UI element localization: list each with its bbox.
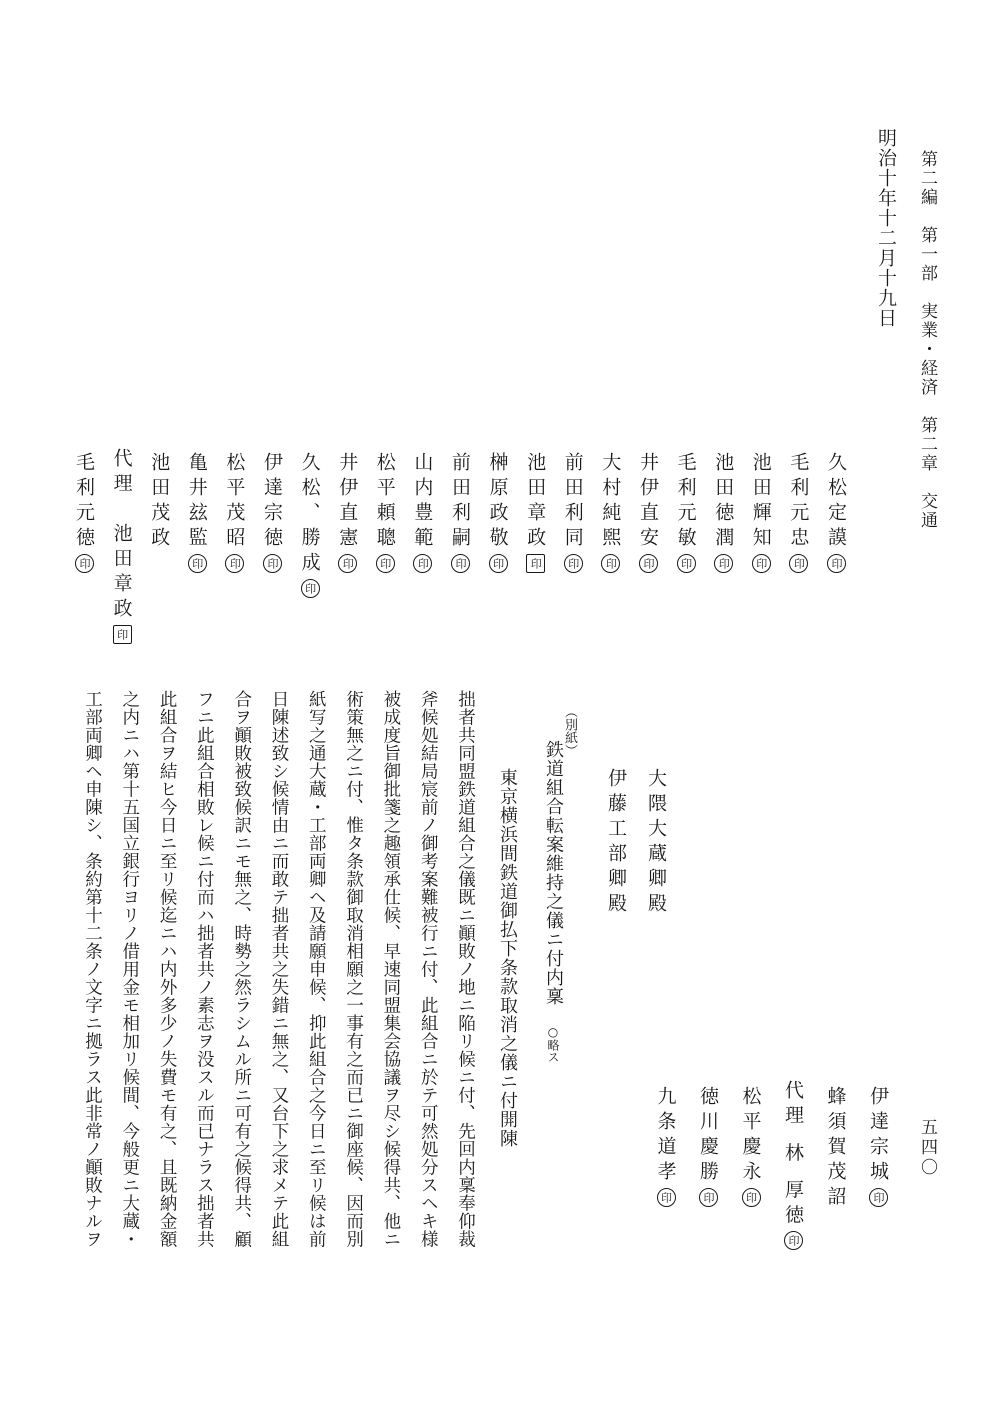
- signatory-name: 徳川慶勝: [697, 1086, 719, 1186]
- body-line: フニ此組合相敗レ候ニ付而ハ拙者共ノ素志ヲ没スル而已ナラス拙者共: [194, 690, 215, 1248]
- signatory-name: 九条道孝: [654, 1086, 677, 1186]
- seal-stamp: 印: [413, 554, 432, 573]
- signatory: [826, 1086, 845, 1211]
- page-number: 五四〇: [917, 1118, 937, 1178]
- signatory: [375, 452, 395, 573]
- signatory: [112, 448, 132, 644]
- seal-stamp: 印: [451, 554, 470, 573]
- signatory: [638, 452, 658, 573]
- seal-stamp: 印: [75, 554, 94, 573]
- signatory-name: 伊達宗城: [867, 1086, 889, 1186]
- addressee-okuma: 大隈大蔵卿殿: [645, 768, 667, 918]
- running-head: 第二編 第一部 実業・経済 第二章 交通: [917, 150, 937, 530]
- signatory: [741, 1086, 761, 1207]
- signatory: [713, 452, 733, 573]
- signatory-name: 久松、勝成: [298, 452, 321, 577]
- seal-stamp: 印: [657, 1188, 676, 1207]
- seal-stamp: 印: [789, 554, 808, 573]
- section-subtitle: 東京横浜間鉄道御払下条款取消之儀ニ付開陳: [497, 768, 518, 1148]
- signatory-name: 代理 林 厚徳: [782, 1080, 804, 1230]
- seal-stamp: 印: [742, 1188, 761, 1207]
- signatory-name: 前田利同: [561, 452, 584, 552]
- body-line: 被成度旨御批箋之趣領承仕候、早速同盟集会協議ヲ尽シ候得共、他ニ: [380, 690, 401, 1248]
- signatory: [337, 452, 357, 573]
- seal-stamp: 印: [338, 554, 357, 573]
- signatory-name: 池田輝知: [749, 452, 772, 552]
- signatory-name: 毛利元忠: [787, 452, 810, 552]
- signatory: [300, 452, 320, 598]
- seal-stamp: 印: [699, 1188, 718, 1207]
- signatory-name: 代理 池田章政: [110, 448, 133, 623]
- signatory-name: 松平頼聰: [373, 452, 396, 552]
- signatory-name: 前田利嗣: [449, 452, 471, 552]
- signatory-name: 伊達宗徳: [261, 452, 283, 552]
- signatory: [656, 1086, 676, 1207]
- omission-note: ○略ス: [546, 1024, 560, 1063]
- signatory-name: 久松定謨: [825, 452, 847, 552]
- seal-stamp: 印: [263, 554, 282, 573]
- signatory: [525, 452, 545, 573]
- signatory: [751, 452, 771, 573]
- seal-stamp: 印: [639, 554, 658, 573]
- signatory: [563, 452, 583, 573]
- signatory: [698, 1086, 718, 1207]
- seal-stamp: 印: [869, 1188, 888, 1207]
- signatory: [676, 452, 696, 573]
- signatory: [788, 452, 808, 573]
- signatory-name: 井伊直安: [637, 452, 659, 552]
- seal-stamp: 印: [752, 554, 771, 573]
- signatory: [224, 452, 244, 573]
- body-line: 拙者共同盟鉄道組合之儀既ニ顚敗ノ地ニ陥リ候ニ付、先回内稟奉仰裁: [455, 690, 476, 1248]
- seal-stamp: 印: [489, 554, 508, 573]
- signatory: [868, 1086, 888, 1207]
- signatory-name: 大村純煕: [599, 452, 622, 552]
- body-line: 術策無之ニ付、惟タ条款御取消相願之一事有之而已ニ御座候、因而別: [343, 690, 364, 1248]
- body-line: 紙写之通大蔵・工部両卿ヘ及請願申候、抑此組合之今日ニ至リ候は前: [306, 690, 327, 1248]
- signatory-name: 山内豊範: [411, 452, 434, 552]
- seal-stamp: 印: [784, 1231, 803, 1250]
- signatory-name: 池田章政: [524, 452, 547, 552]
- signatory: [826, 452, 846, 573]
- seal-stamp: 印: [601, 554, 620, 573]
- section-title: [544, 740, 562, 1063]
- seal-stamp: 印: [113, 625, 132, 644]
- seal-stamp: 印: [827, 554, 846, 573]
- signatory-name: 松平茂昭: [223, 452, 246, 552]
- signatory: [187, 452, 207, 573]
- signatory: [262, 452, 282, 573]
- signatory-name: 毛利元徳: [73, 452, 95, 552]
- signatory: [148, 452, 171, 552]
- signatory: [600, 452, 620, 573]
- signatory-name: 池田徳潤: [712, 452, 735, 552]
- signatory: [412, 452, 432, 573]
- signatory: [783, 1080, 803, 1250]
- body-line: 此組合ヲ結ヒ今日ニ至リ候迄ニハ内外多少ノ失費モ有之、且既納金額: [157, 690, 178, 1248]
- body-line: 工部両卿ヘ申陳シ、条約第十二条ノ文字ニ拠ラス此非常ノ顚敗ナルヲ: [82, 690, 103, 1248]
- body-line: 斧候処結局宸前ノ御考案難被行ニ付、此組合ニ於テ可然処分スヘキ様: [418, 690, 439, 1248]
- signatory-name: 榊原政敬: [486, 452, 509, 552]
- body-line: 合ヲ顚敗被致候訳ニモ無之、時勢之然ラシムル所ニ可有之候得共、顧: [231, 690, 252, 1248]
- body-line: 之内ニハ第十五国立銀行ヨリノ借用金モ相加リ候間、今般更ニ大蔵・: [119, 690, 140, 1248]
- signatory: [488, 452, 508, 573]
- signatory: [450, 452, 470, 573]
- body-line: 日陳述致シ候情由ニ而敢テ拙者共之失錯ニ無之、又台下之求メテ此組: [269, 690, 289, 1248]
- seal-stamp: 印: [714, 554, 733, 573]
- section-title-text: 鉄道組合転案維持之儀ニ付内稟: [543, 740, 564, 1006]
- addressee-ito: 伊藤工部卿殿: [605, 768, 627, 918]
- seal-stamp: 印: [376, 554, 395, 573]
- seal-stamp: 印: [225, 554, 244, 573]
- signatory-name: 亀井玆監: [185, 452, 208, 552]
- bracket-label: （別紙）: [562, 705, 577, 757]
- seal-stamp: 印: [526, 554, 545, 573]
- signatory-name: 井伊直憲: [336, 452, 359, 552]
- signatory-name: 池田茂政: [148, 452, 171, 552]
- seal-stamp: 印: [564, 554, 583, 573]
- signatory: [74, 452, 94, 573]
- seal-stamp: 印: [188, 554, 207, 573]
- signatory-name: 毛利元敏: [674, 452, 697, 552]
- signatory-name: 蜂須賀茂詔: [824, 1086, 847, 1211]
- document-date: 明治十年十二月十九日: [875, 128, 897, 328]
- signatory-name: 松平慶永: [739, 1086, 762, 1186]
- seal-stamp: 印: [301, 579, 320, 598]
- seal-stamp: 印: [677, 554, 696, 573]
